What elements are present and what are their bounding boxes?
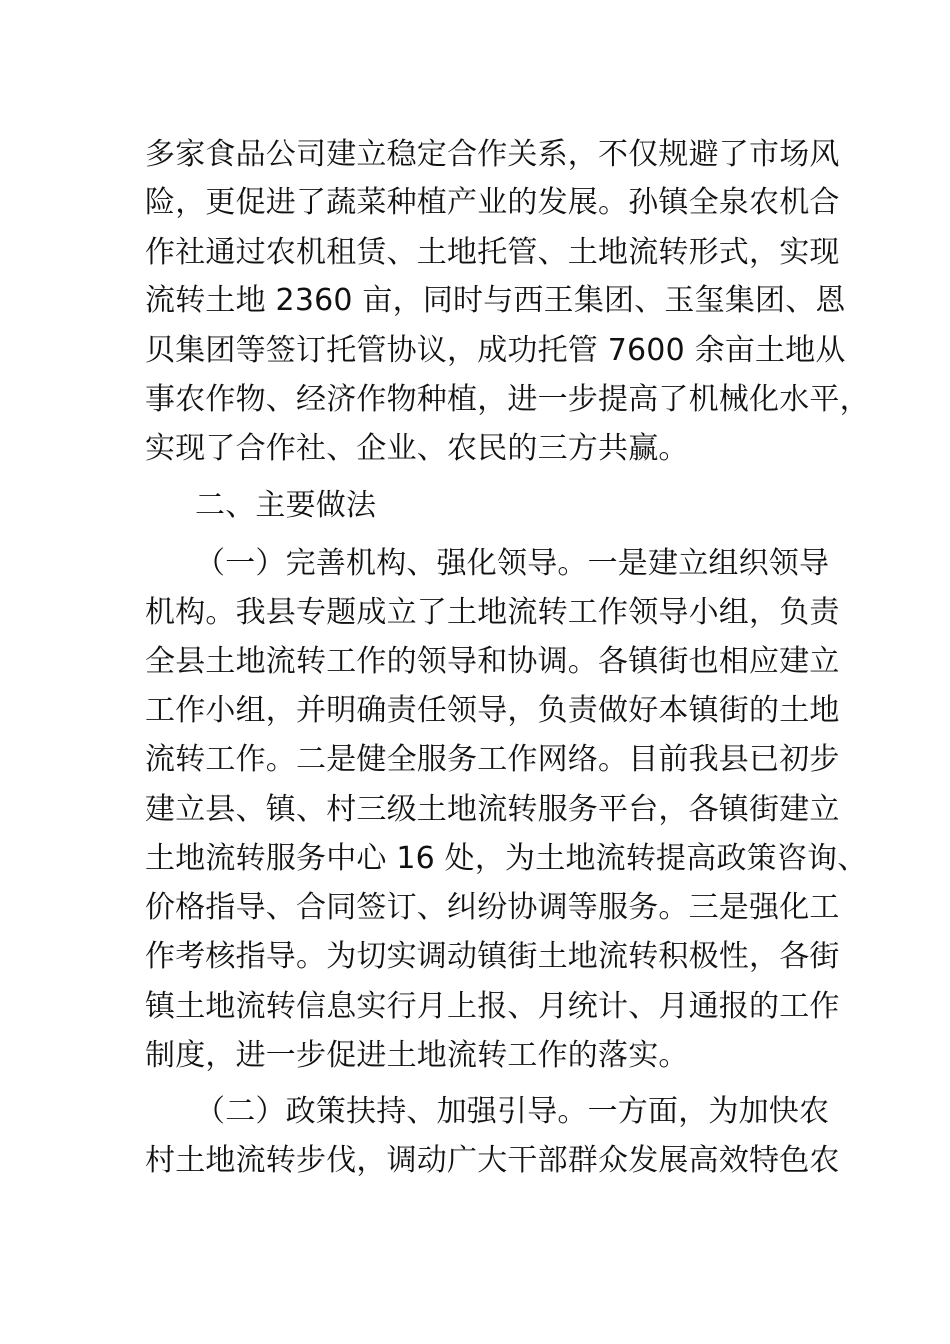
text-line: 多家食品公司建立稳定合作关系，不仅规避了市场风 xyxy=(145,137,840,172)
text-line: 作社通过农机租赁、土地托管、土地流转形式，实现 xyxy=(145,235,840,270)
text-line: 机构。我县专题成立了土地流转工作领导小组，负责 xyxy=(145,595,840,630)
text-line: 建立县、镇、村三级土地流转服务平台，各镇街建立 xyxy=(145,792,840,827)
text-line: 土地流转服务中心 16 处，为土地流转提高政策咨询、 xyxy=(145,841,868,876)
text-line: 险，更促进了蔬菜种植产业的发展。孙镇全泉农机合 xyxy=(145,185,840,220)
text-line: 流转土地 2360 亩，同时与西王集团、玉玺集团、恩 xyxy=(145,283,846,318)
text-line: 全县土地流转工作的领导和协调。各镇街也相应建立 xyxy=(145,644,840,679)
text-line: 价格指导、合同签订、纠纷协调等服务。三是强化工 xyxy=(145,890,840,925)
text-line: 工作小组，并明确责任领导，负责做好本镇街的土地 xyxy=(145,693,840,728)
text-line: 村土地流转步伐，调动广大干部群众发展高效特色农 xyxy=(145,1143,840,1178)
text-line: 镇土地流转信息实行月上报、月统计、月通报的工作 xyxy=(145,989,840,1024)
text-line: 流转工作。二是健全服务工作网络。目前我县已初步 xyxy=(145,742,840,777)
text-line: 事农作物、经济作物种植，进一步提高了机械化水平， xyxy=(145,382,870,417)
text-line: 贝集团等签订托管协议，成功托管 7600 余亩土地从 xyxy=(145,333,846,368)
text-line: 制度，进一步促进土地流转工作的落实。 xyxy=(145,1038,689,1073)
text-line: 实现了合作社、企业、农民的三方共赢。 xyxy=(145,431,689,466)
text-line: 作考核指导。为切实调动镇街土地流转积极性，各街 xyxy=(145,939,840,974)
paragraph-first-line: （二）政策扶持、加强引导。一方面，为加快农 xyxy=(195,1094,830,1129)
paragraph-first-line: （一）完善机构、强化领导。一是建立组织领导 xyxy=(195,546,830,581)
section-heading: 二、主要做法 xyxy=(195,488,377,523)
